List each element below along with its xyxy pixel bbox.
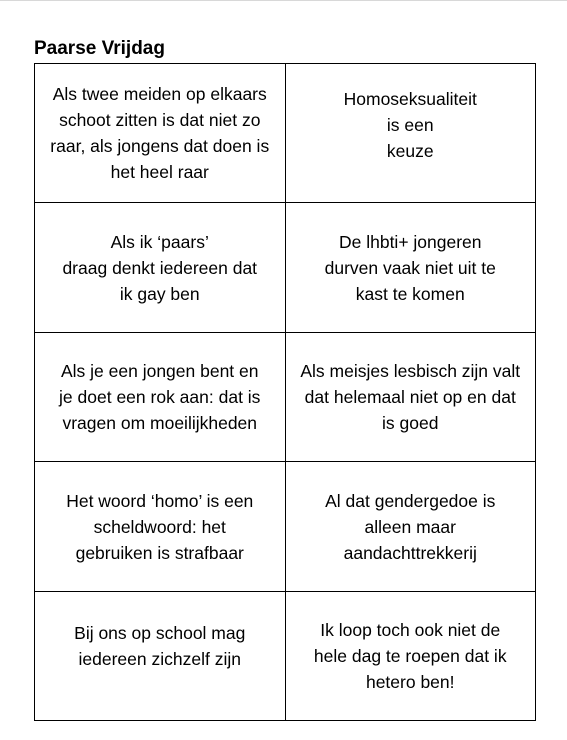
statement-card xyxy=(285,333,536,462)
table-row xyxy=(35,203,536,333)
document-title: Paarse Vrijdag xyxy=(34,38,165,59)
statement-card xyxy=(285,592,536,721)
statement-card xyxy=(35,203,286,333)
statement-text: Als meisjes lesbisch zijn valt dat helemaal niet op en dat is goed xyxy=(300,361,521,433)
statement-text: Homoseksualiteit is een keuze xyxy=(343,89,477,161)
statement-text: Bij ons op school mag iedereen zichzelf zijn xyxy=(74,623,246,669)
statement-text: Als ik ‘paars’ draag denkt iedereen dat ik gay ben xyxy=(62,231,258,304)
statement-card xyxy=(35,592,286,721)
statement-text: De lhbti+ jongeren durven vaak niet uit te kast te komen xyxy=(324,231,496,304)
statement-text: Ik loop toch ook niet de hele dag te roepen dat ik hetero ben! xyxy=(313,620,507,692)
statement-card xyxy=(35,462,286,592)
statement-card xyxy=(35,333,286,462)
statement-card xyxy=(285,203,536,333)
table-row xyxy=(35,64,536,203)
page-top-border xyxy=(0,0,567,1)
statement-text: Als twee meiden op elkaars schoot zitten is dat niet zo raar, als jongens dat doen is het heel raar xyxy=(50,84,270,182)
statement-card xyxy=(285,462,536,592)
statement-card xyxy=(285,64,536,203)
table-row xyxy=(35,592,536,721)
table-row xyxy=(35,462,536,592)
statement-text: Het woord ‘homo’ is een scheldwoord: het gebruiken is strafbaar xyxy=(66,490,254,563)
statement-text: Als je een jongen bent en je doet een rok aan: dat is vragen om moeilijkheden xyxy=(59,361,261,433)
table-row xyxy=(35,333,536,462)
statement-cards-table xyxy=(34,63,536,721)
statement-card xyxy=(35,64,286,203)
statement-text: Al dat gendergedoe is alleen maar aandachttrekkerij xyxy=(325,490,496,563)
